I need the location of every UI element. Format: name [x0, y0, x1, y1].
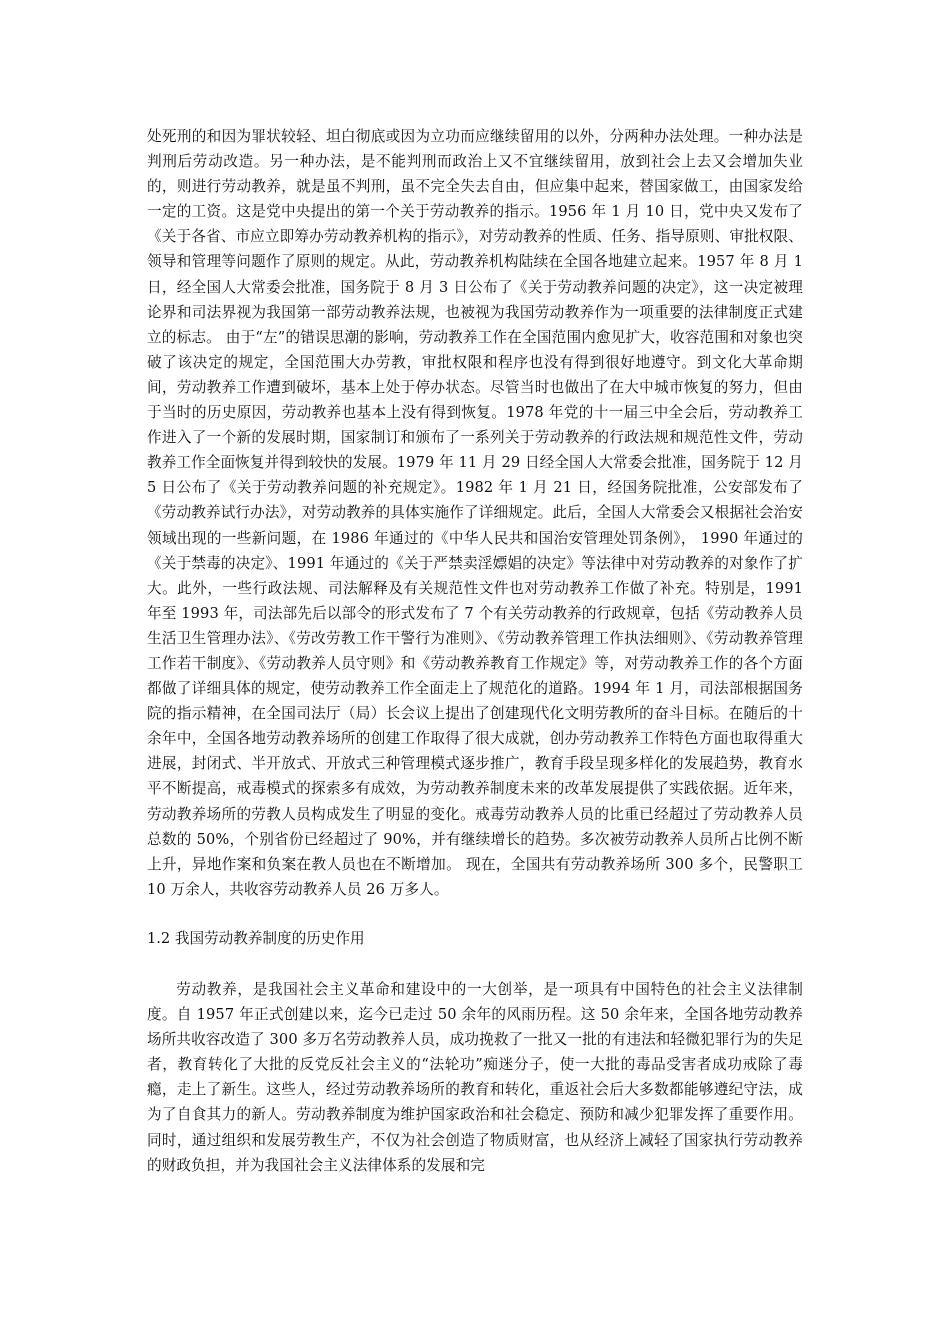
paragraph-history-development: 处死刑的和因为罪状较轻、坦白彻底或因为立功而应继续留用的以外，分两种办法处理。一种办法是判刑后劳动改造。另一种办法，是不能判刑而政治上又不宜继续留用，放到社会上去又会增加失业的，则进行劳动教养，就是虽不判刑，虽不完全失去自由，但应集中起来，替国家做工，由国家发给一定的工资。这是党中央提出的第一个关于劳动教养的指示。1956 年 1 月 10 日，党中央又发布了《关于各省、市应立即筹办劳动教养机构的指示》，对劳动教养的性质、任务、指导原则、审批权限、领导和管理等问题作了原则的规定。从此，劳动教养机构陆续在全国各地建立起来。1957 年 8 月 1 日，经全国人大常委会批准，国务院于 8 月 3 日公布了《关于劳动教养问题的决定》，这一决定被理论界和司法界视为我国第一部劳动教养法规，也被视为我国劳动教养作为一项重要的法律制度正式建立的标志。 由于“左”的错误思潮的影响，劳动教养工作在全国范围内愈见扩大，收容范围和对象也突破了该决定的规定，全国范围大办劳教，审批权限和程序也没有得到很好地遵守。到文化大革命期间，劳动教养工作遭到破坏，基本上处于停办状态。尽管当时也做出了在大中城市恢复的努力，但由于当时的历史原因，劳动教养也基本上没有得到恢复。1978 年党的十一届三中全会后，劳动教养工作进入了一个新的发展时期，国家制订和颁布了一系列关于劳动教养的行政法规和规范性文件，劳动教养工作全面恢复并得到较快的发展。1979 年 11 月 29 日经全国人大常委会批准，国务院于 12 月 5 日公布了《关于劳动教养问题的补充规定》。1982 年 1 月 21 日，经国务院批准，公安部发布了《劳动教养试行办法》，对劳动教养的具体实施作了详细规定。此后，全国人大常委会又根据社会治安领域出现的一些新问题，在 1986 年通过的《中华人民共和国治安管理处罚条例》， 1990 年通过的《关于禁毒的决定》、1991 年通过的《关于严禁卖淫嫖娼的决定》等法律中对劳动教养的对象作了扩大。此外，一些行政法规、司法解释及有关规范性文件也对劳动教养工作做了补充。特别是，1991 年至 1993 年，司法部先后以部令的形式发布了 7 个有关劳动教养的行政规章，包括《劳动教养人员生活卫生管理办法》、《劳改劳教工作干警行为准则》、《劳动教养管理工作执法细则》、《劳动教养管理工作若干制度》、《劳动教养人员守则》和《劳动教养教育工作规定》等，对劳动教养工作的各个方面都做了详细具体的规定，使劳动教养工作全面走上了规范化的道路。1994 年 1 月，司法部根据国务院的指示精神，在全国司法厅（局）长会议上提出了创建现代化文明劳教所的奋斗目标。在随后的十余年中，全国各地劳动教养场所的创建工作取得了很大成就，创办劳动教养工作特色方面也取得重大进展，封闭式、半开放式、开放式三种管理模式逐步推广，教育手段呈现多样化的发展趋势，教育水平不断提高，戒毒模式的探索多有成效，为劳动教养制度未来的改革发展提供了实践依据。近年来，劳动教养场所的劳教人员构成发生了明显的变化。戒毒劳动教养人员的比重已经超过了劳动教养人员总数的 50%，个别省份已经超过了 90%，并有继续增长的趋势。多次被劳动教养人员所占比例不断上升，异地作案和负案在教人员也在不断增加。 现在，全国共有劳动教养场所 300 多个，民警职工 10 万余人，共收容劳动教养人员 26 万多人。 — [147, 128, 804, 898]
paragraph-historical-role: 劳动教养，是我国社会主义革命和建设中的一大创举，是一项具有中国特色的社会主义法律制度。自 1957 年正式创建以来，迄今已走过 50 余年的风雨历程。这 50 余年来，全国各地劳动教养场所共收容改造了 300 多万名劳动教养人员，成功挽救了一批又一批的有违法和轻微犯罪行为的失足者，教育转化了大批的反党反社会主义的“法轮功”痴迷分子，使一大批的毒品受害者成功戒除了毒瘾，走上了新生。这些人，经过劳动教养场所的教育和转化，重返社会后大多数都能够遵纪守法，成为了自食其力的新人。劳动教养制度为维护国家政治和社会稳定、预防和减少犯罪发挥了重要作用。同时，通过组织和发展劳教生产，不仅为社会创造了物质财富，也从经济上减轻了国家执行劳动教养的财政负担，并为我国社会主义法律体系的发展和完 — [147, 981, 803, 1174]
document-body — [147, 124, 803, 1178]
section-heading: 1.2 我国劳动教养制度的历史作用 — [147, 929, 365, 947]
